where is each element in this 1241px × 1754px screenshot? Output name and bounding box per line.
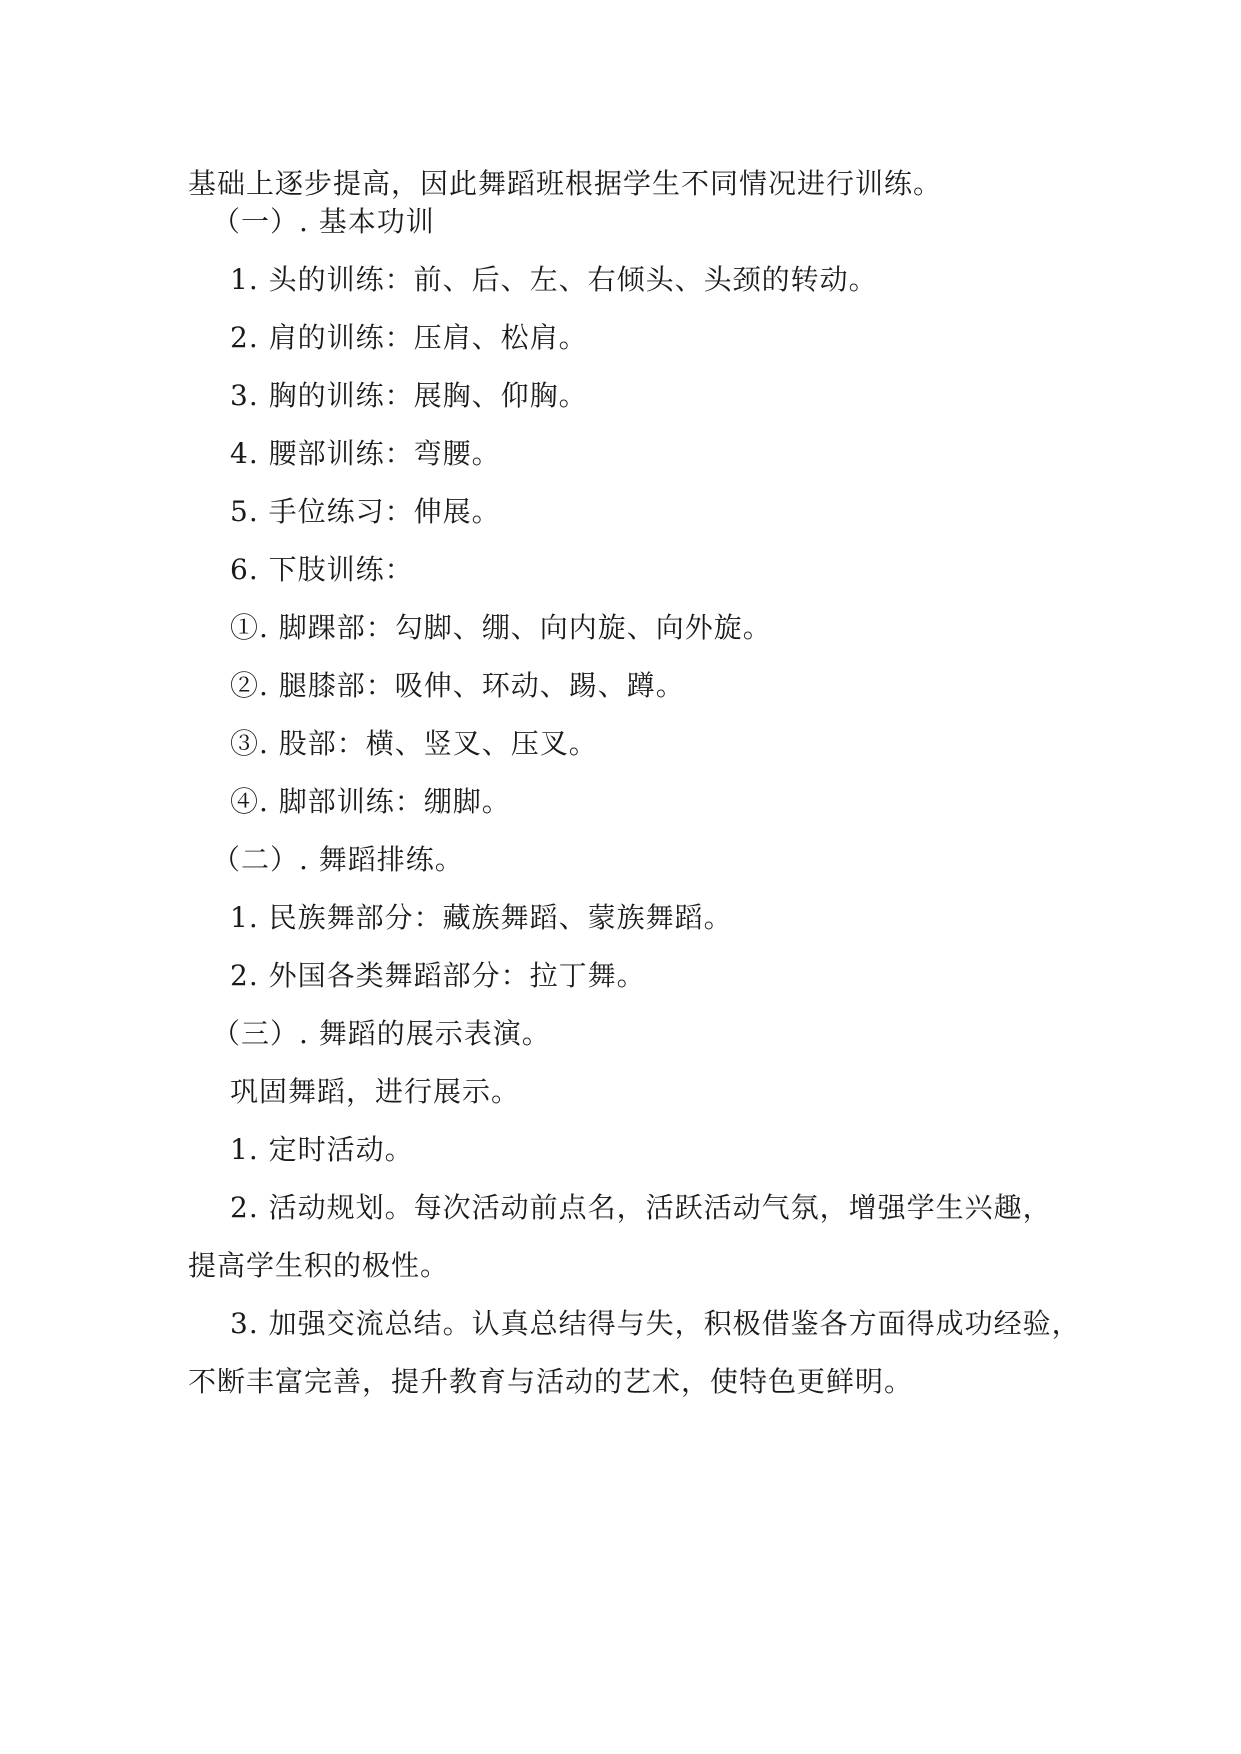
paragraph-line: 不断丰富完善，提升教育与活动的艺术，使特色更鲜明。 [188, 1365, 914, 1398]
section-heading: （二）. 舞蹈排练。 [212, 843, 464, 876]
list-item: 5. 手位练习：伸展。 [230, 495, 501, 528]
list-item: 1. 民族舞部分：藏族舞蹈、蒙族舞蹈。 [230, 901, 733, 934]
list-item: 3. 加强交流总结。认真总结得与失，积极借鉴各方面得成功经验， [230, 1307, 1081, 1340]
list-item: 2. 活动规划。每次活动前点名，活跃活动气氛，增强学生兴趣， [230, 1191, 1052, 1224]
section-heading: （三）. 舞蹈的展示表演。 [212, 1017, 551, 1050]
section-heading: （一）. 基本功训 [212, 205, 435, 238]
sub-list-item: ①. 脚踝部：勾脚、绷、向内旋、向外旋。 [230, 611, 772, 644]
list-item: 6. 下肢训练： [230, 553, 414, 586]
sub-list-item: ③. 股部：横、竖叉、压叉。 [230, 727, 598, 760]
paragraph-line: 基础上逐步提高，因此舞蹈班根据学生不同情况进行训练。 [188, 167, 943, 200]
paragraph-line: 巩固舞蹈，进行展示。 [230, 1075, 521, 1108]
list-item: 2. 肩的训练：压肩、松肩。 [230, 321, 588, 354]
list-item: 3. 胸的训练：展胸、仰胸。 [230, 379, 588, 412]
list-item: 1. 定时活动。 [230, 1133, 414, 1166]
list-item: 4. 腰部训练：弯腰。 [230, 437, 501, 470]
sub-list-item: ④. 脚部训练：绷脚。 [230, 785, 511, 818]
paragraph-line: 提高学生积的极性。 [188, 1249, 450, 1282]
sub-list-item: ②. 腿膝部：吸伸、环动、踢、蹲。 [230, 669, 685, 702]
list-item: 1. 头的训练：前、后、左、右倾头、头颈的转动。 [230, 263, 878, 296]
list-item: 2. 外国各类舞蹈部分：拉丁舞。 [230, 959, 646, 992]
